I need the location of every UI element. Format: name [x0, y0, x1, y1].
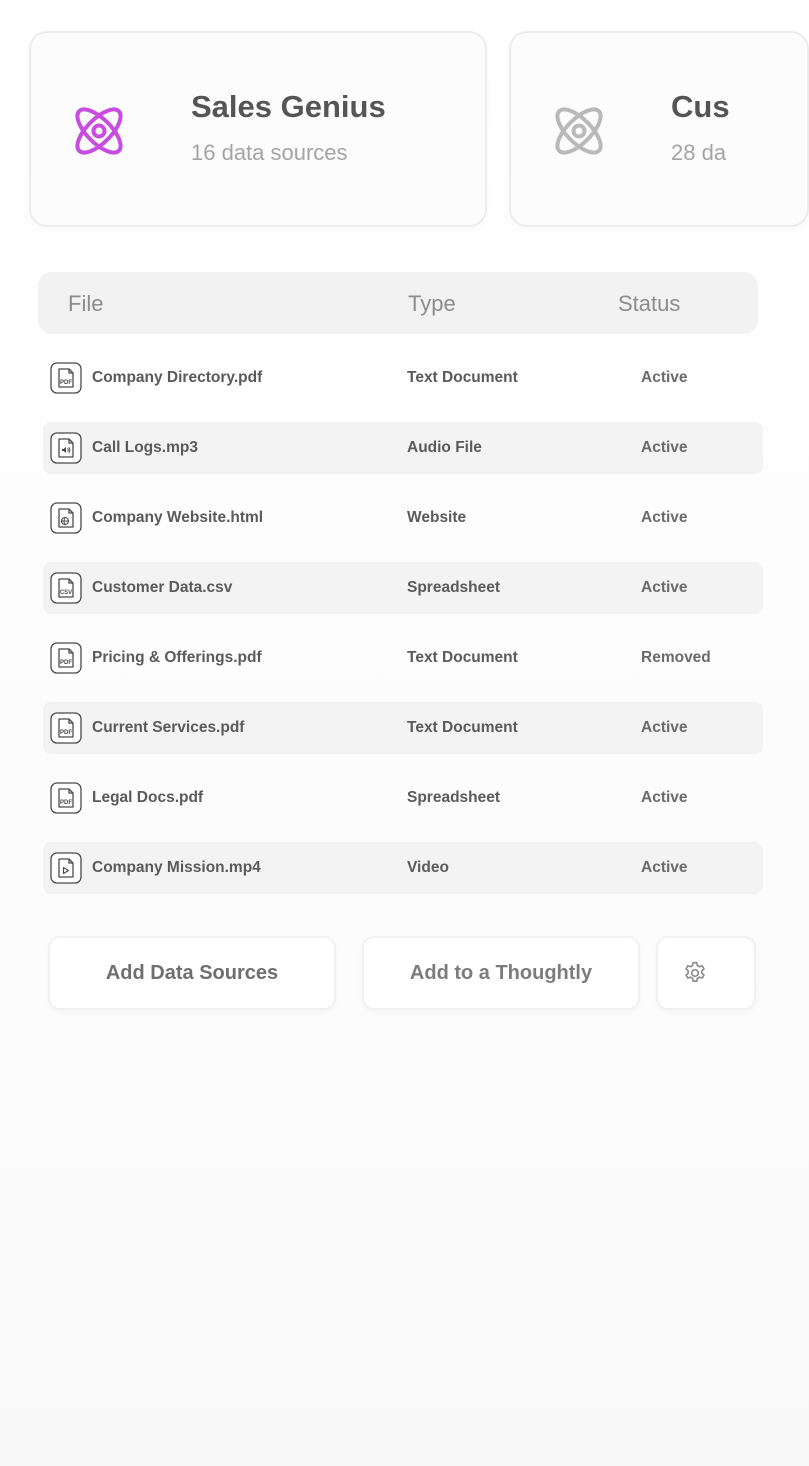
pdf-file-icon: [50, 712, 82, 744]
video-file-icon: [50, 852, 82, 884]
card-title: Sales Genius: [191, 89, 386, 124]
table-header: [38, 272, 758, 334]
file-name[interactable]: Call Logs.mp3: [92, 439, 198, 456]
table-row[interactable]: [43, 492, 763, 544]
file-type: Text Document: [407, 719, 518, 736]
file-status: Active: [641, 789, 688, 806]
card-subtitle: 28 da: [671, 140, 727, 165]
file-type: Spreadsheet: [407, 579, 501, 596]
pdf-file-icon: [50, 362, 82, 394]
file-status: Active: [641, 509, 688, 526]
file-status: Active: [641, 369, 688, 386]
column-header-file[interactable]: File: [68, 291, 104, 316]
table-row[interactable]: [43, 632, 763, 684]
agent-card-second[interactable]: [509, 31, 809, 227]
file-name[interactable]: Current Services.pdf: [92, 719, 245, 736]
atom-icon: [71, 105, 127, 157]
file-name[interactable]: Legal Docs.pdf: [92, 789, 204, 806]
add-data-sources-button[interactable]: Add Data Sources: [48, 936, 336, 1010]
settings-button[interactable]: [656, 936, 756, 1010]
file-name[interactable]: Pricing & Offerings.pdf: [92, 649, 262, 666]
file-name[interactable]: Company Mission.mp4: [92, 859, 261, 876]
table-row[interactable]: [43, 352, 763, 404]
file-name[interactable]: Company Directory.pdf: [92, 369, 263, 386]
table-row[interactable]: [43, 562, 763, 614]
gear-icon: [682, 960, 708, 986]
file-type: Video: [407, 859, 449, 876]
audio-file-icon: [50, 432, 82, 464]
pdf-file-icon: [50, 642, 82, 674]
card-subtitle: 16 data sources: [191, 140, 348, 165]
web-file-icon: [50, 502, 82, 534]
agent-card-sales-genius[interactable]: [29, 31, 487, 227]
file-type: Audio File: [407, 439, 482, 456]
file-status: Active: [641, 719, 688, 736]
atom-icon: [551, 105, 607, 157]
file-type: Text Document: [407, 369, 518, 386]
svg-text:CSV: CSV: [59, 590, 73, 596]
file-status: Removed: [641, 649, 711, 666]
pdf-file-icon: [50, 782, 82, 814]
file-status: Active: [641, 439, 688, 456]
file-type: Spreadsheet: [407, 789, 501, 806]
file-status: Active: [641, 859, 688, 876]
svg-text:PDF: PDF: [60, 800, 72, 806]
svg-text:PDF: PDF: [60, 660, 72, 666]
csv-file-icon: [50, 572, 82, 604]
table-row[interactable]: [43, 422, 763, 474]
column-header-type[interactable]: Type: [408, 291, 456, 316]
table-row[interactable]: [43, 842, 763, 894]
file-name[interactable]: Company Website.html: [92, 509, 264, 526]
file-type: Website: [407, 509, 467, 526]
table-row[interactable]: [43, 702, 763, 754]
file-status: Active: [641, 579, 688, 596]
file-name[interactable]: Customer Data.csv: [92, 579, 233, 596]
column-header-status[interactable]: Status: [618, 291, 681, 316]
file-type: Text Document: [407, 649, 518, 666]
card-title: Cus: [671, 89, 730, 124]
svg-text:PDF: PDF: [60, 380, 72, 386]
add-to-thoughtly-button[interactable]: Add to a Thoughtly: [362, 936, 640, 1010]
svg-text:PDF: PDF: [60, 730, 72, 736]
table-row[interactable]: [43, 772, 763, 824]
